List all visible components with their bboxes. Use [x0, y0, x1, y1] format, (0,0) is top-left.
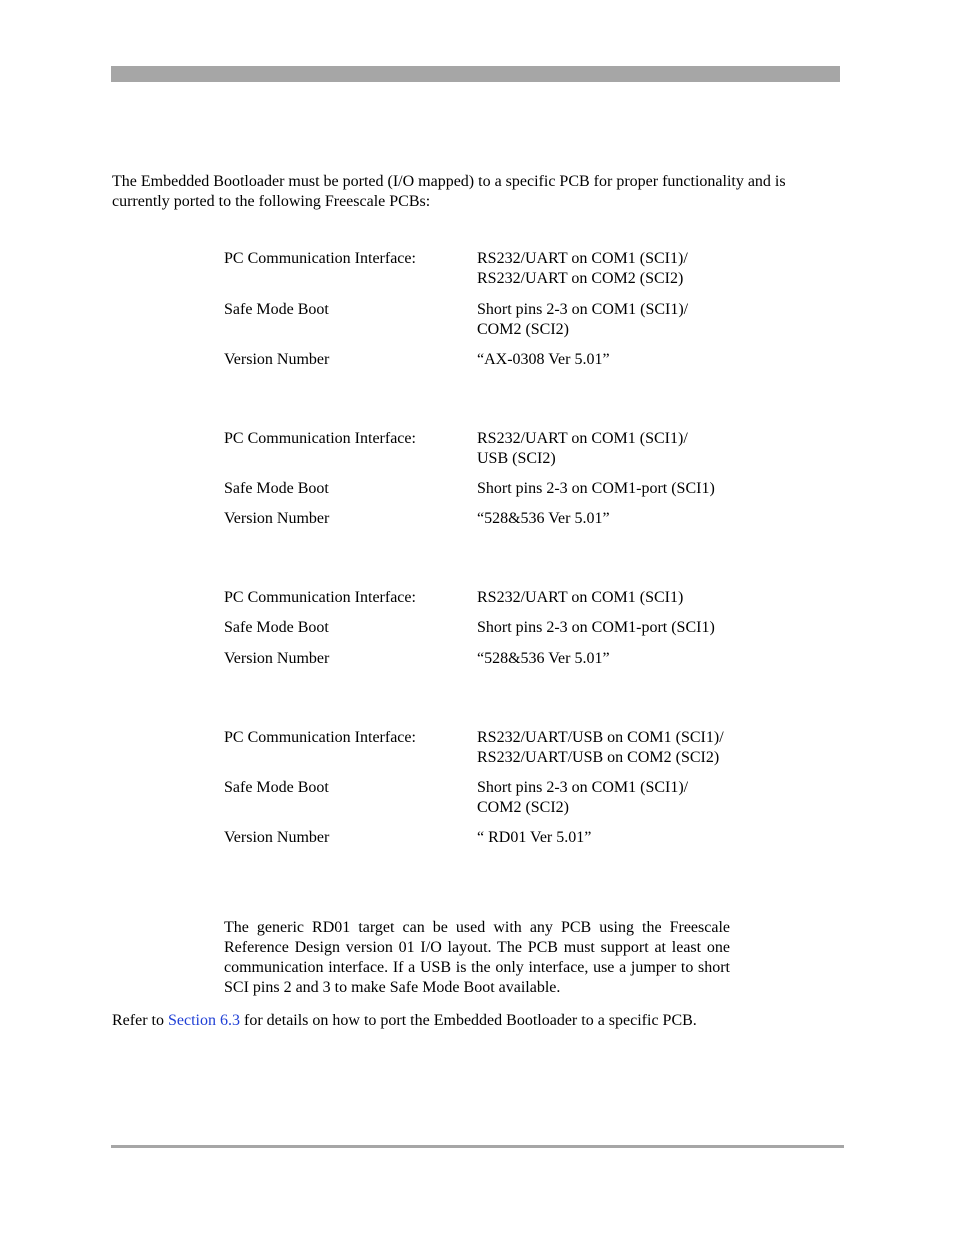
spec-value: “528&536 Ver 5.01”	[477, 510, 610, 527]
spec-label: Safe Mode Boot	[224, 779, 329, 796]
spec-label: Version Number	[224, 829, 330, 846]
spec-label: Version Number	[224, 351, 330, 368]
spec-value: Short pins 2-3 on COM1 (SCI1)/ COM2 (SCI2)	[477, 301, 689, 338]
spec-value: RS232/UART on COM1 (SCI1)	[477, 589, 684, 606]
spec-value: Short pins 2-3 on COM1-port (SCI1)	[477, 480, 715, 497]
spec-value: Short pins 2-3 on COM1-port (SCI1)	[477, 619, 715, 636]
spec-value: RS232/UART on COM1 (SCI1)/ USB (SCI2)	[477, 430, 688, 467]
spec-value: RS232/UART/USB on COM1 (SCI1)/ RS232/UART/USB on COM2 (SCI2)	[477, 729, 724, 766]
spec-label: Safe Mode Boot	[224, 301, 329, 318]
spec-value: “AX-0308 Ver 5.01”	[477, 351, 610, 368]
spec-label: Safe Mode Boot	[224, 619, 329, 636]
refer-paragraph: Refer to Section 6.3 for details on how to port the Embedded Bootloader to a specific PCB.	[112, 1012, 697, 1029]
rd01-note-paragraph: The generic RD01 target can be used with any PCB using the Freescale Reference Design version 01 I/O layout. The PCB must support at least one communication interface. If a USB is the only interface, use a jumper to short SCI pins 2 and 3 to make Safe Mode Boot available.	[224, 919, 730, 996]
intro-line-1: The Embedded Bootloader must be ported (I/O mapped) to a specific PCB for proper functionality and is	[112, 173, 786, 190]
spec-value: Short pins 2-3 on COM1 (SCI1)/ COM2 (SCI2)	[477, 779, 689, 816]
spec-label: PC Communication Interface:	[224, 250, 416, 267]
intro-line-2: currently ported to the following Freescale PCBs:	[112, 193, 431, 210]
spec-value: “528&536 Ver 5.01”	[477, 650, 610, 667]
spec-value: RS232/UART on COM1 (SCI1)/ RS232/UART on COM2 (SCI2)	[477, 250, 688, 287]
intro-paragraph	[112, 172, 842, 212]
spec-value: “ RD01 Ver 5.01”	[477, 829, 592, 846]
spec-label: PC Communication Interface:	[224, 430, 416, 447]
spec-label: PC Communication Interface:	[224, 589, 416, 606]
footer-rule	[111, 1145, 844, 1148]
spec-label: Version Number	[224, 650, 330, 667]
spec-label: PC Communication Interface:	[224, 729, 416, 746]
spec-label: Safe Mode Boot	[224, 480, 329, 497]
section-6-3-link[interactable]: Section 6.3	[167, 1012, 240, 1029]
spec-label: Version Number	[224, 510, 330, 527]
header-bar	[111, 66, 840, 82]
